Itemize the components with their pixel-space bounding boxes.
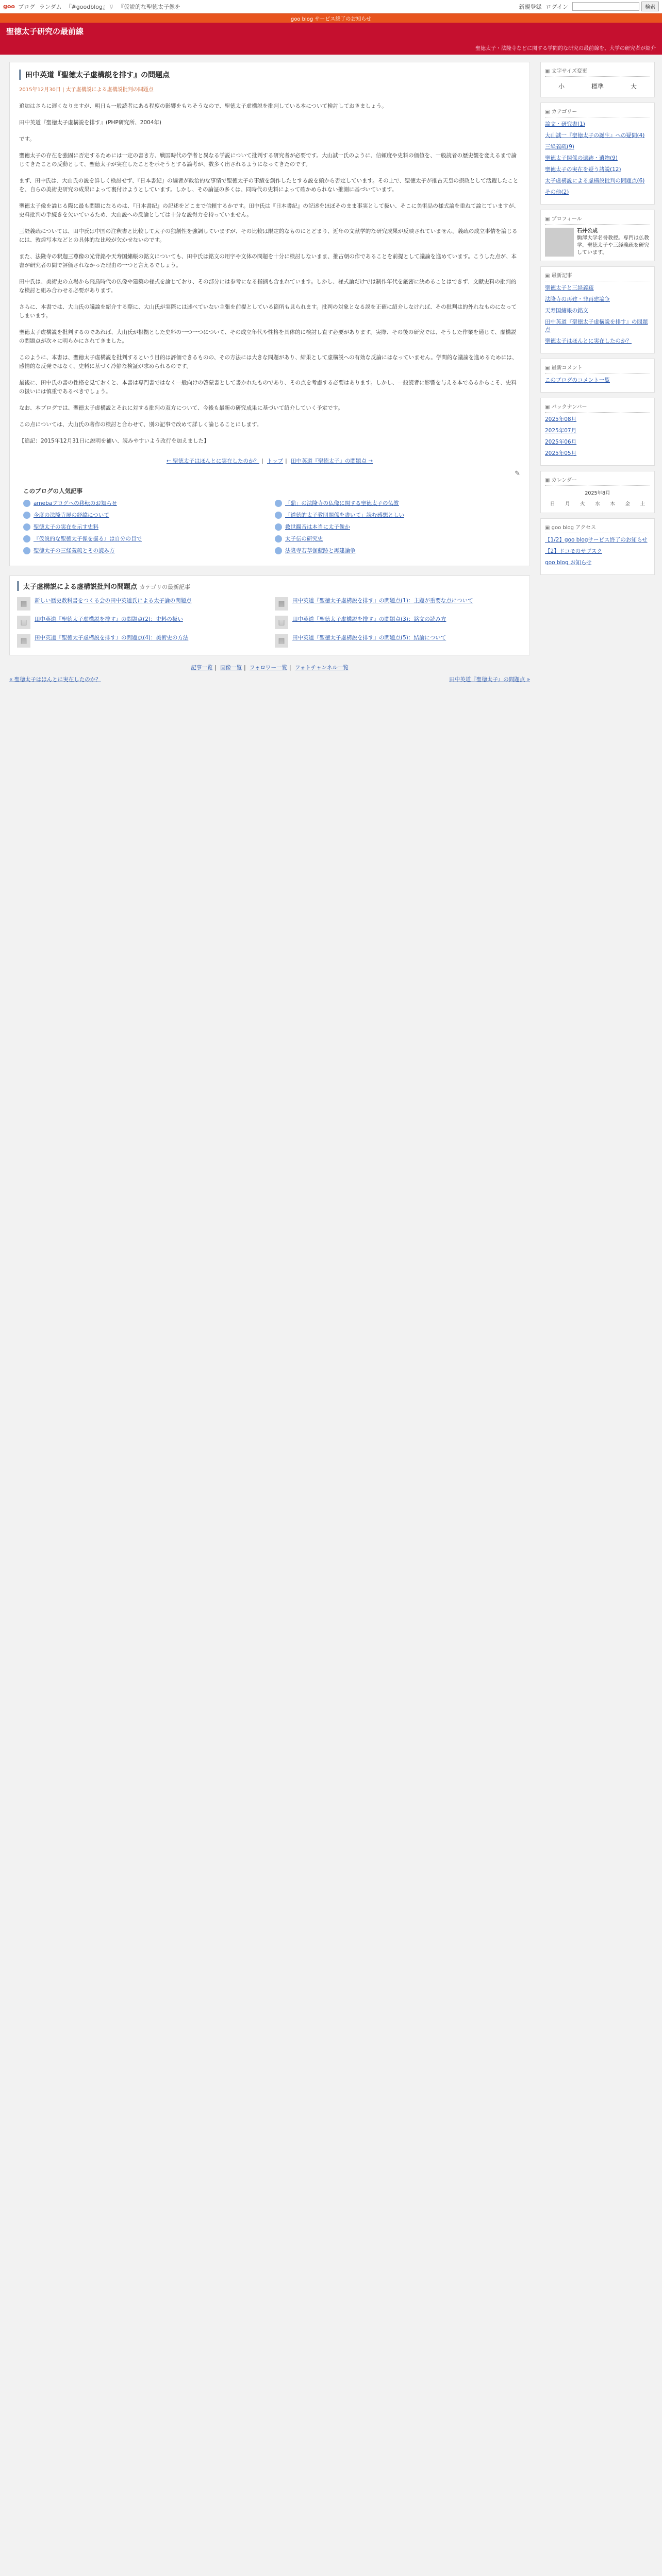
- weekday: 土: [640, 501, 646, 507]
- weekday: 木: [610, 501, 615, 507]
- entry-paragraph: さらに、本書では、大山氏の議論を紹介する際に、大山氏が実際には述べていない主張を前提としている箇所も見られます。批判の対象となる説を正確に紹介しなければ、その批判は的外れなものになってしまいます。: [19, 304, 517, 319]
- list-item: [545, 189, 650, 196]
- calendar-title: ▣ カレンダー: [545, 476, 650, 486]
- nav-images[interactable]: 画像一覧: [220, 665, 242, 671]
- list-item: [545, 450, 650, 457]
- goo-title: ▣ goo blog アクセス: [545, 523, 650, 533]
- list-item: [545, 121, 650, 128]
- blog-header: [0, 23, 662, 55]
- sidebar: [540, 62, 655, 683]
- related-item: [275, 499, 516, 507]
- related-icon: [23, 512, 30, 519]
- weekday: 金: [625, 501, 631, 507]
- entry-paragraph: 聖徳太子虚構説を批判するのであれば、大山氏が根拠とした史料の一つ一つについて、その成立年代や性格を具体的に検討し直す必要があります。実際、その後の研究では、そうした作業を通じて、虚構説の問題点が次々に明らかにされてきました。: [19, 329, 517, 344]
- promo-link[interactable]: goo blog サービス終了のお知らせ: [290, 16, 372, 22]
- related-icon: [23, 523, 30, 531]
- category-link[interactable]: 田中英道『聖徳太子虚構説を排す』の問題点(4)：美術史の方法: [35, 635, 189, 641]
- related-posts: [19, 487, 520, 558]
- list-item: [545, 337, 650, 345]
- related-icon: [23, 500, 30, 507]
- entry-paragraph: 最後に、田中氏の書の性格を見ておくと、本書は専門書ではなく一般向けの啓蒙書として書かれたものであり、その点を考慮する必要はあります。しかし、一般読者に影響を与える本であるからこそ、史料の扱いには慎重であるべきでしょう。: [19, 380, 517, 395]
- related-item: [23, 547, 264, 554]
- related-icon: [275, 523, 282, 531]
- related-link[interactable]: 「鼎」の法隆寺の仏像に関する聖徳太子の仏教: [285, 500, 399, 506]
- related-link[interactable]: 法隆寺若草伽藍跡と再建論争: [285, 548, 356, 554]
- topbar-link[interactable]: 『仮説的な聖徳太子像を: [118, 3, 180, 10]
- entry-paragraph: なお、本ブログでは、聖徳太子虚構説とそれに対する批判の双方について、今後も最新の研究成果に基づいて紹介していく予定です。: [19, 405, 343, 411]
- entry-paragraph: 田中英道『聖徳太子虚構説を排す』(PHP研究所、2004年): [19, 120, 161, 126]
- sidebar-category-link[interactable]: 大山誠一『聖徳太子の誕生』への疑問(4): [545, 132, 645, 139]
- entry-paragraph: 田中氏は、美術史の立場から飛鳥時代の仏像や建築の様式を論じており、その部分には参考になる指摘も含まれています。しかし、様式論だけでは制作年代を厳密に決めることはできず、文献史料の批判的な検討と組み合わせる必要があります。: [19, 279, 517, 294]
- category-sub: カテゴリの最新記事: [139, 584, 191, 590]
- list-item: [545, 427, 650, 435]
- footer-nav: 記事一覧 | 画像一覧 | フォロワー一覧 | フォトチャンネル一覧: [191, 665, 349, 671]
- font-small-button[interactable]: 小: [558, 83, 565, 90]
- nav-photo[interactable]: フォトチャンネル一覧: [294, 665, 349, 671]
- calendar-box: [540, 471, 655, 513]
- category-item: [275, 634, 522, 648]
- related-item: [275, 511, 516, 519]
- sidebar-category-link[interactable]: 聖徳太子関係の遺跡・遺物(9): [545, 155, 618, 161]
- archive-link[interactable]: 2025年05月: [545, 450, 577, 456]
- categories-box: [540, 103, 655, 205]
- entry-paragraph: また、法隆寺の釈迦三尊像の光背銘や天寿国繡帳の銘文についても、田中氏は銘文の用字や文体の問題を十分に検討しないまま、推古朝の作であることを前提として議論を進めています。こうした点が、本書が研究者の間で評価されなかった理由の一つと言えるでしょう。: [19, 253, 517, 268]
- related-link[interactable]: 聖徳太子の実在を示す史料: [34, 524, 98, 530]
- related-item: [23, 511, 264, 519]
- category-item: [275, 597, 522, 611]
- blog-description: 聖徳太子・法隆寺などに関する学問的な研究の最前線を、大学の研究者が紹介: [475, 46, 656, 52]
- goo-box: [540, 518, 655, 575]
- related-link[interactable]: 太子伝の研究史: [285, 536, 323, 542]
- related-icon: [275, 512, 282, 519]
- list-item: [545, 377, 650, 384]
- recent-title: ▣ 最新記事: [545, 271, 650, 281]
- entry-date: 2015年12月30日 | 太子虚構説による虚構説批判の問題点: [19, 87, 154, 93]
- recent-post-link[interactable]: 天寿国繡帳の銘文: [545, 308, 588, 314]
- list-item: [545, 284, 650, 292]
- thumbnail-icon: ▤: [275, 597, 288, 611]
- related-link[interactable]: 今度の法隆寺展の経緯について: [34, 512, 109, 518]
- sidebar-category-link[interactable]: その他(2): [545, 189, 569, 195]
- blog-title[interactable]: 聖徳太子研究の最前線: [6, 27, 84, 36]
- edit-pencil-icon[interactable]: ✎: [515, 470, 520, 478]
- category-item: [17, 634, 264, 648]
- goo-link[interactable]: 【2】ドコモのサブスク: [545, 548, 602, 554]
- category-link[interactable]: 田中英道『聖徳太子虚構説を排す』の問題点(2)：史料の扱い: [35, 616, 183, 622]
- search-input[interactable]: [572, 2, 639, 11]
- category-link[interactable]: 新しい歴史教科書をつくる会の田中英道氏による太子論の問題点: [35, 598, 192, 604]
- profile-title: ▣ プロフィール: [545, 214, 650, 225]
- prev-link[interactable]: « 聖徳太子はほんとに実在したのか？: [9, 676, 101, 683]
- recent-box: [540, 266, 655, 353]
- category-item: [275, 616, 522, 629]
- comments-box: [540, 359, 655, 393]
- sidebar-category-link[interactable]: 太子虚構説による虚構説批判の問題点(6): [545, 178, 645, 184]
- list-item: [545, 132, 650, 140]
- related-link[interactable]: amebaブログへの移転のお知らせ: [34, 500, 117, 506]
- main-column: [9, 62, 530, 683]
- topbar-link[interactable]: 『#goodblog』リ: [65, 3, 114, 10]
- recent-post-link[interactable]: 聖徳太子はほんとに実在したのか？: [545, 338, 632, 344]
- category-item: [17, 597, 264, 611]
- thumbnail-icon: ▤: [17, 597, 30, 611]
- list-item: [545, 548, 650, 555]
- related-icon: [275, 500, 282, 507]
- related-icon: [275, 547, 282, 554]
- comments-title: ▣ 最新コメント: [545, 363, 650, 374]
- category-item: [17, 616, 264, 629]
- entry-paragraph: 【追記：2015年12月31日に説明を補い、読みやすいよう改行を加えました】: [19, 438, 209, 444]
- thumbnail-icon: ▤: [275, 634, 288, 648]
- signup-link[interactable]: 新規登録: [519, 3, 542, 10]
- entry-paragraph: 聖徳太子の存在を強固に否定するためには一定の書き方、戦国時代の学者と異なる学説について批判する研究者が必要です。大山誠一氏のように、信頼度や史料の価値を、一般読者の歴史観を変えるまで論じてきたことの反動として、聖徳太子が実在したことを示そうとする論考が、数多く出されるようになってきたのです。: [19, 152, 517, 167]
- topbar-link[interactable]: ブログ: [18, 3, 35, 10]
- list-item: [545, 536, 650, 544]
- weekday: 月: [565, 501, 570, 507]
- entry-paragraph: このように、本書は、聖徳太子虚構説を批判するという目的は評価できるものの、その方法には大きな問題があり、結果として虚構説への有効な反論にはなっていません。学問的な議論を進めるためには、感情的な反発ではなく、史料に基づく冷静な検証が求められるのです。: [19, 354, 518, 369]
- list-item: [545, 166, 650, 174]
- recent-post-link[interactable]: 法隆寺の再建・非再建論争: [545, 296, 610, 302]
- prev-next: [9, 675, 530, 683]
- categories-title: ▣ カテゴリー: [545, 107, 650, 117]
- comment-link[interactable]: このブログのコメント一覧: [545, 377, 610, 383]
- related-icon: [275, 535, 282, 543]
- entry-paragraph: 三経義疏については、田中氏は中国の注釈書と比較して太子の独創性を強調していますが、その比較は限定的なものにとどまり、近年の文献学的な研究成果が反映されていません。義疏の成立事情を論じるには、敦煌写本などとの具体的な比較が欠かせないのです。: [19, 228, 518, 243]
- related-item: [23, 535, 264, 543]
- related-title: このブログの人気記事: [23, 487, 82, 495]
- related-link[interactable]: 聖徳太子の三経義疏とその読み方: [34, 548, 115, 554]
- list-item: [545, 143, 650, 151]
- related-link[interactable]: 救世観音は本当に太子像か: [285, 524, 350, 530]
- next-link[interactable]: 田中英道『聖徳太子』の問題点 »: [449, 676, 530, 683]
- list-item: [545, 177, 650, 185]
- archive-link[interactable]: 2025年06月: [545, 439, 577, 445]
- goo-link[interactable]: goo blog お知らせ: [545, 560, 592, 566]
- entry-title[interactable]: 田中英道『聖徳太子虚構説を排す』の問題点: [19, 70, 520, 80]
- entry-nav: ← 聖徳太子はほんとに実在したのか？ | トップ | 田中英道『聖徳太子』の問題点 →: [166, 458, 373, 464]
- list-item: [545, 416, 650, 423]
- sidebar-category-link[interactable]: 三経義疏(9): [545, 144, 574, 150]
- category-title: [17, 581, 522, 591]
- fontsize-title: ▣ 文字サイズ変更: [545, 66, 650, 77]
- list-item: [545, 559, 650, 567]
- profile-text: 駒澤大学名誉教授。専門は仏教学。聖徳太子や三経義疏を研究しています。: [577, 235, 649, 256]
- thumbnail-icon: ▤: [17, 634, 30, 648]
- related-item: [275, 523, 516, 531]
- weekday: 水: [595, 501, 600, 507]
- promo-banner: [0, 13, 662, 23]
- related-item: [23, 523, 264, 531]
- fontsize-box: [540, 62, 655, 97]
- thumbnail-icon: ▤: [275, 616, 288, 629]
- font-large-button[interactable]: 大: [630, 83, 637, 90]
- list-item: [545, 318, 650, 334]
- calendar-month: 2025年8月: [585, 490, 610, 496]
- topbar-link[interactable]: ランダム: [39, 3, 62, 10]
- sidebar-category-link[interactable]: 論文・研究書(1): [545, 121, 585, 127]
- nav-articles[interactable]: 記事一覧: [191, 665, 213, 671]
- next-entry-link[interactable]: 田中英道『聖徳太子』の問題点 →: [290, 458, 373, 464]
- top-bar: [0, 0, 662, 13]
- weekday: 火: [580, 501, 585, 507]
- related-item: [275, 547, 516, 554]
- entry-paragraph: この点については、大山氏の著作の検討と合わせて、別の記事で改めて詳しく論じることにします。: [19, 421, 262, 428]
- related-link[interactable]: 『仮説的な聖徳太子像を掘る』は自分の目で: [34, 536, 142, 542]
- archive-title: ▣ バックナンバー: [545, 402, 650, 413]
- archive-link[interactable]: 2025年08月: [545, 416, 577, 422]
- category-link[interactable]: 田中英道『聖徳太子虚構説を排す』の問題点(3)：銘文の読み方: [292, 616, 446, 622]
- nav-followers[interactable]: フォロワー一覧: [250, 665, 287, 671]
- entry-paragraph: です。: [19, 136, 35, 142]
- entry-paragraph: 聖徳太子像を論じる際に最も問題になるのは、『日本書紀』の記述をどこまで信頼するかです。田中氏は『日本書紀』の記述をほぼそのまま事実として扱い、そこに美術品の様式論を重ねて論じていますが、史料批判の手続きを欠いているため、大山説への反論としては十分な説得力を持っていません。: [19, 203, 520, 218]
- search-button[interactable]: 検索: [641, 2, 659, 11]
- list-item: [545, 296, 650, 303]
- entry-body: [19, 102, 520, 446]
- thumbnail-icon: ▤: [17, 616, 30, 629]
- profile-box: [540, 210, 655, 261]
- font-normal-button[interactable]: 標準: [591, 83, 604, 90]
- list-item: [545, 307, 650, 315]
- avatar[interactable]: [545, 228, 574, 257]
- entry: [9, 62, 530, 566]
- category-box: [9, 575, 530, 655]
- login-link[interactable]: ログイン: [545, 3, 568, 10]
- related-icon: [23, 535, 30, 543]
- goo-logo[interactable]: goo: [3, 3, 15, 10]
- category-link[interactable]: 田中英道『聖徳太子虚構説を排す』の問題点(1)：主題が重要な点について: [292, 598, 473, 604]
- related-icon: [23, 547, 30, 554]
- profile-name[interactable]: 石井公成: [577, 228, 598, 234]
- category-name[interactable]: 太子虚構説による虚構説批判の問題点: [23, 583, 138, 591]
- sidebar-category-link[interactable]: 聖徳太子の実在を疑う諸説(12): [545, 166, 621, 173]
- category-link[interactable]: 田中英道『聖徳太子虚構説を排す』の問題点(5)：結論について: [292, 635, 446, 641]
- recent-post-link[interactable]: 聖徳太子と三経義疏: [545, 285, 594, 291]
- entry-paragraph: まず、田中氏は、大山氏の説を詳しく検討せず、『日本書紀』の編者が政治的な事情で聖徳太子の事績を創作したとする説を頭から否定しています。その上で、聖徳太子が推古天皇の摂政として活躍したことを、自らの美術史研究の成果によって裏付けようとしています。しかし、その論証の多くは、同時代の史料によって確かめられない推測に基づいています。: [19, 178, 519, 193]
- prev-entry-link[interactable]: ← 聖徳太子はほんとに実在したのか？: [166, 458, 260, 464]
- archive-link[interactable]: 2025年07月: [545, 428, 577, 434]
- list-item: [545, 155, 650, 162]
- related-item: [275, 535, 516, 543]
- related-item: [23, 499, 264, 507]
- top-link[interactable]: トップ: [267, 458, 284, 464]
- list-item: [545, 438, 650, 446]
- archive-box: [540, 398, 655, 466]
- recent-post-link[interactable]: 田中英道『聖徳太子虚構説を排す』の問題点: [545, 319, 648, 333]
- goo-link[interactable]: 【1/2】goo blogサービス終了のお知らせ: [545, 537, 648, 543]
- weekday: 日: [550, 501, 555, 507]
- entry-paragraph: 追加はさらに遅くなりますが、明日も一般読者にある程度の影響をもちそうなので、聖徳太子虚構説を批判している本について検討しておきましょう。: [19, 103, 387, 109]
- related-link[interactable]: 「道徳的太子教団関係を書いて」読む感想としい: [285, 512, 404, 518]
